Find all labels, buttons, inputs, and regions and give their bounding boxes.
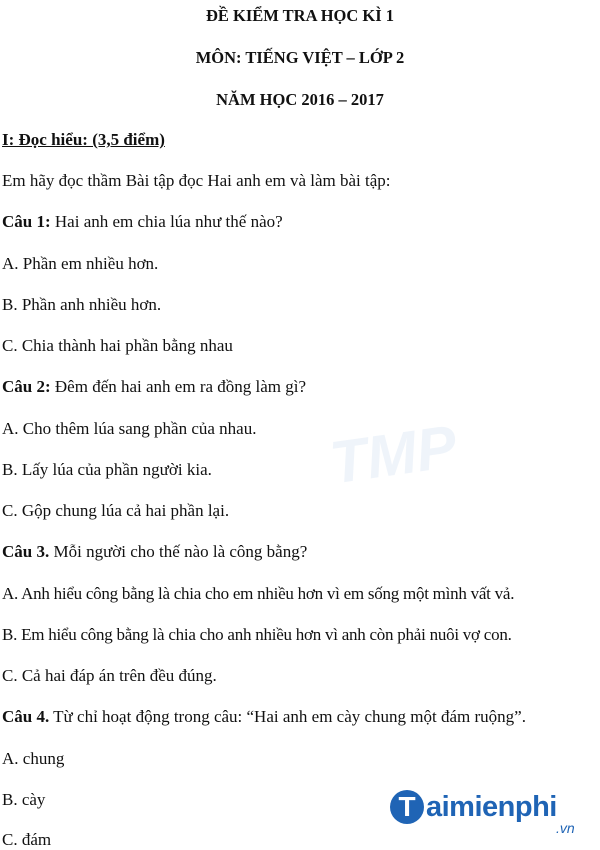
question-4-option-a: A. chung [2, 749, 65, 768]
question-label: Câu 2 [2, 377, 45, 396]
question-2-option-c: C. Gộp chung lúa cả hai phần lại. [2, 501, 230, 520]
exam-subject: MÔN: TIẾNG VIỆT – LỚP 2 [195, 48, 405, 67]
exam-title: ĐỀ KIỂM TRA HỌC KÌ 1 [205, 6, 395, 25]
question-4-option-b: B. cày [2, 790, 46, 809]
question-4 [2, 707, 526, 727]
taimienphi-logo [388, 786, 598, 844]
section-instruction: Em hãy đọc thầm Bài tập đọc Hai anh em và làm bài tập: [2, 171, 391, 190]
question-4-option-c: C. đám [2, 830, 52, 849]
question-label: Câu 3 [2, 542, 45, 561]
question-3-option-c: C. Cả hai đáp án trên đều đúng. [2, 666, 217, 685]
logo-domain-suffix: .vn [556, 820, 575, 836]
exam-school-year: NĂM HỌC 2016 – 2017 [216, 90, 384, 109]
question-text: Hai anh em chia lúa như thế nào? [50, 212, 283, 231]
question-text: Đêm đến hai anh em ra đồng làm gì? [50, 377, 307, 396]
question-3 [2, 542, 307, 562]
question-separator: . [44, 542, 50, 561]
question-text: Mỗi người cho thế nào là công bằng? [49, 542, 308, 561]
question-1-option-b: B. Phần anh nhiều hơn. [2, 295, 162, 314]
question-separator: : [44, 212, 51, 231]
question-2-option-a: A. Cho thêm lúa sang phần của nhau. [2, 419, 257, 438]
question-2-option-b: B. Lấy lúa của phần người kia. [2, 460, 212, 479]
question-text: Từ chỉ hoạt động trong câu: “Hai anh em cày chung một đám ruộng”. [49, 707, 526, 726]
section-heading: I: Đọc hiểu: (3,5 điểm) [2, 130, 165, 149]
question-separator: . [44, 707, 50, 726]
logo-wordmark: aimienphi [426, 791, 557, 823]
question-3-option-b: B. Em hiểu công bằng là chia cho anh nhiều hơn vì anh còn phải nuôi vợ con. [2, 625, 512, 644]
question-3-option-a: A. Anh hiểu công bằng là chia cho em nhiều hơn vì em sống một mình vất vả. [2, 584, 515, 603]
question-1-option-c: C. Chia thành hai phần bằng nhau [2, 336, 233, 355]
question-1 [2, 212, 283, 232]
question-label: Câu 1 [2, 212, 45, 231]
question-1-option-a: A. Phần em nhiều hơn. [2, 254, 159, 273]
question-2 [2, 377, 306, 397]
logo-t-icon: T [390, 790, 424, 824]
question-separator: : [44, 377, 51, 396]
question-label: Câu 4 [2, 707, 45, 726]
background-watermark: TMP [325, 412, 461, 497]
